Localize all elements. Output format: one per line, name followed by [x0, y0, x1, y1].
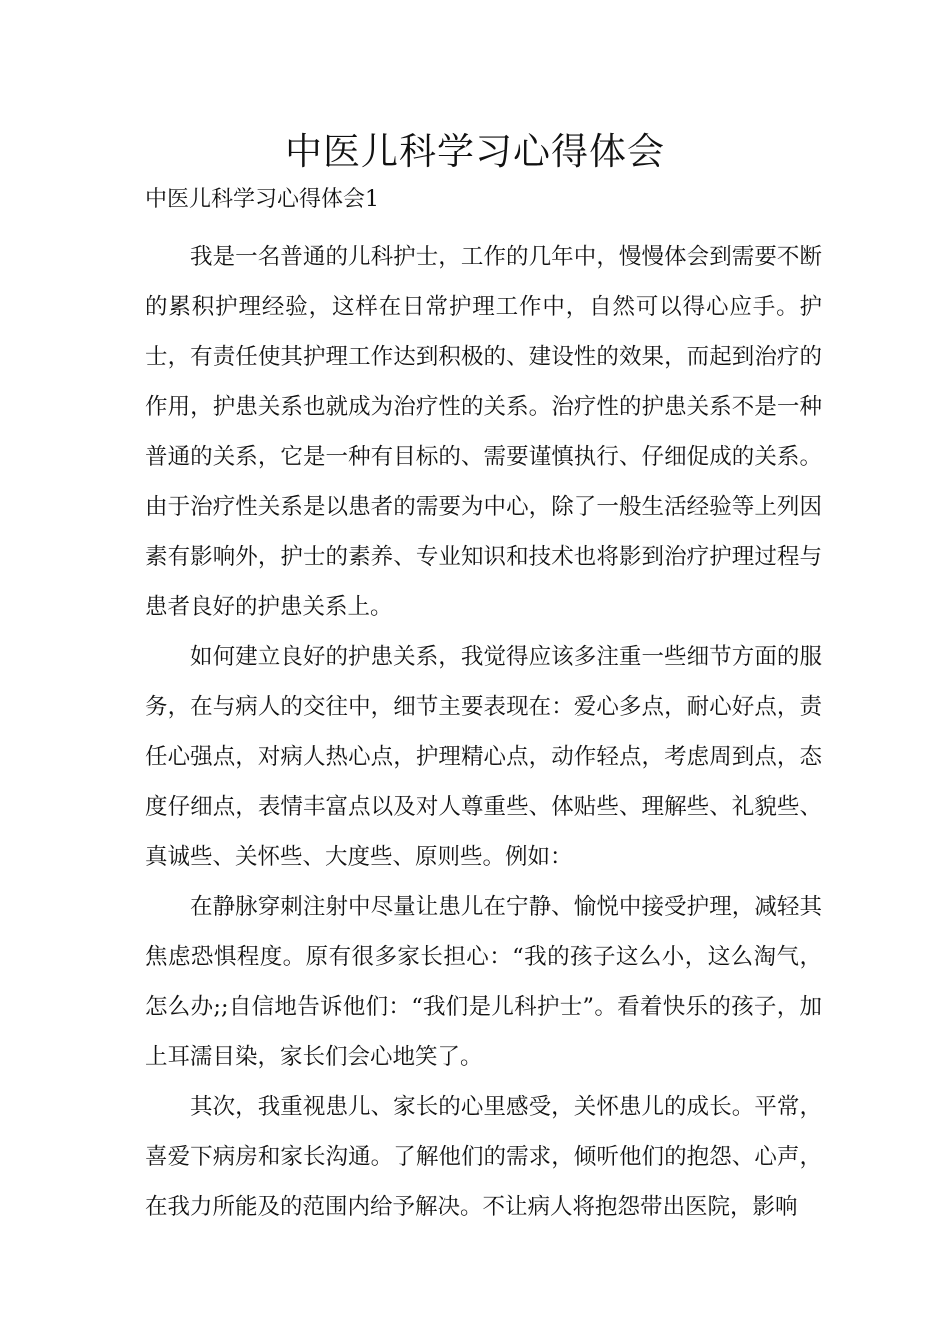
- paragraph-4: 其次，我重视患儿、家长的心里感受，关怀患儿的成长。平常，喜爱下病房和家长沟通。了解他们的需求，倾听他们的抱怨、心声，在我力所能及的范围内给予解决。不让病人将抱怨带出医院，影响: [145, 1094, 822, 1220]
- paragraph-2: 如何建立良好的护患关系，我觉得应该多注重一些细节方面的服务，在与病人的交往中，细节主要表现在：爱心多点，耐心好点，责任心强点，对病人热心点，护理精心点，动作轻点，考虑周到点，态度仔细点，表情丰富点以及对人尊重些、体贴些、理解些、礼貌些、真诚些、关怀些、大度些、原则些。例如：: [145, 644, 822, 870]
- document-title: 中医儿科学习心得体会: [285, 130, 665, 173]
- paragraph-3: 在静脉穿刺注射中尽量让患儿在宁静、愉悦中接受护理，减轻其焦虑恐惧程度。原有很多家长担心：“我的孩子这么小，这么淘气，怎么办;;自信地告诉他们：“我们是儿科护士”。看着快乐的孩子，加上耳濡目染，家长们会心地笑了。: [145, 894, 822, 1070]
- paragraph-1: 我是一名普通的儿科护士，工作的几年中，慢慢体会到需要不断的累积护理经验，这样在日常护理工作中，自然可以得心应手。护士，有责任使其护理工作达到积极的、建设性的效果，而起到治疗的作用，护患关系也就成为治疗性的关系。治疗性的护患关系不是一种普通的关系，它是一种有目标的、需要谨慎执行、仔细促成的关系。由于治疗性关系是以患者的需要为中心，除了一般生活经验等上列因素有影响外，护士的素养、专业知识和技术也将影到治疗护理过程与患者良好的护患关系上。: [145, 244, 822, 620]
- document-subtitle: 中医儿科学习心得体会1: [145, 187, 379, 212]
- document-body: [145, 232, 822, 1232]
